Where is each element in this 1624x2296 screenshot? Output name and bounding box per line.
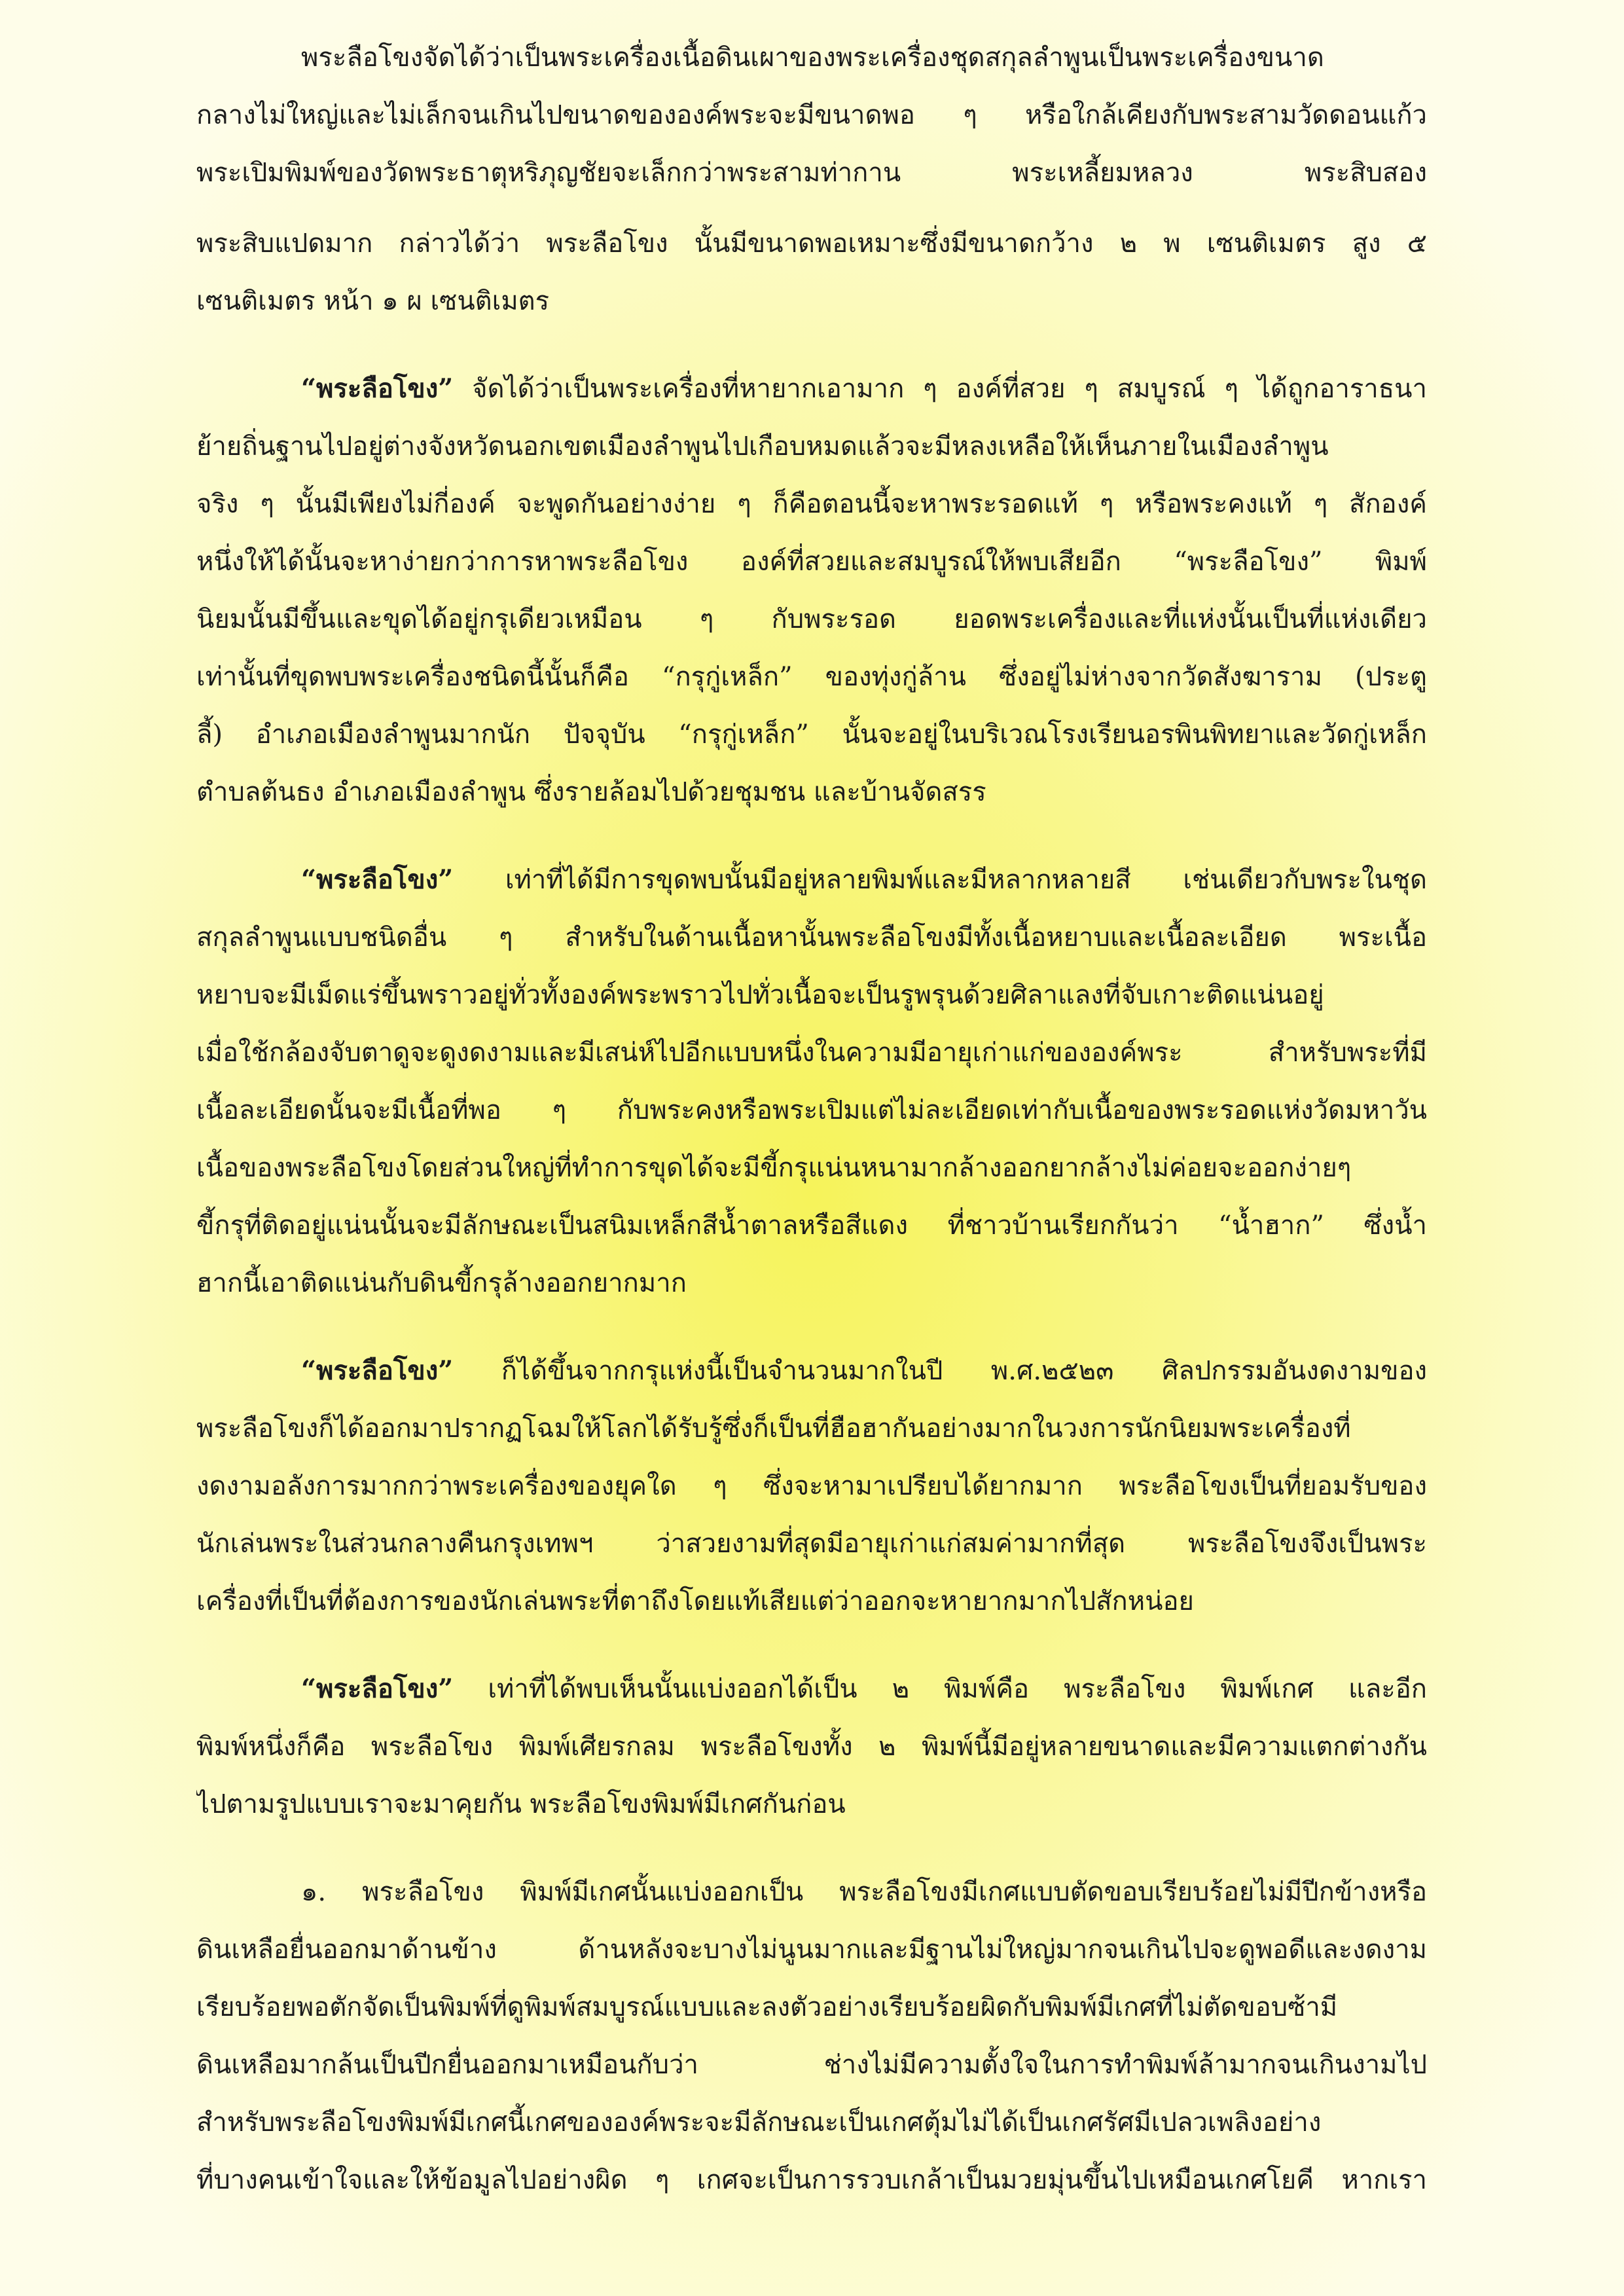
text-line: ดินเหลือมากล้นเป็นปีกยื่นออกมาเหมือนกับว่า ช่างไม่มีความตั้งใจในการทำพิมพ์ล้ามากจนเกินงามไป: [196, 2050, 1427, 2080]
text-line: สกุลลำพูนแบบชนิดอื่น ๆ สำหรับในด้านเนื้อหานั้นพระลือโขงมีทั้งเนื้อหยาบและเนื้อละเอียด พระเนื้อ: [196, 922, 1427, 953]
text-line: พระเปิมพิมพ์ของวัดพระธาตุหริภุญชัยจะเล็กกว่าพระสามท่ากาน พระเหลี้ยมหลวง พระสิบสอง: [196, 158, 1427, 188]
text-line: เซนติเมตร หน้า ๑ ผ เซนติเมตร: [196, 286, 550, 316]
text-line: พระสิบแปดมาก กล่าวได้ว่า พระลือโขง นั้นมีขนาดพอเหมาะซึ่งมีขนาดกว้าง ๒ พ เซนติเมตร สูง ๕: [196, 228, 1427, 259]
paragraph-types: [196, 1660, 1427, 1833]
text-line: “พระลือโขง” ก็ได้ขึ้นจากกรุแห่งนี้เป็นจำนวนมากในปี พ.ศ.๒๕๒๓ ศิลปกรรมอันงดงามของ: [301, 1355, 1427, 1386]
bold-lead: “พระลือโขง”: [301, 864, 454, 895]
text-line: กลางไม่ใหญ่และไม่เล็กจนเกินไปขนาดขององค์พระจะมีขนาดพอ ๆ หรือใกล้เคียงกับพระสามวัดดอนแก้ว: [196, 100, 1427, 130]
text-line: ลี้) อำเภอเมืองลำพูนมากนัก ปัจจุบัน “กรุกู่เหล็ก” นั้นจะอยู่ในบริเวณโรงเรียนอรพินพิทยาและวัดกู่เหล็ก: [196, 720, 1427, 750]
text-line: จริง ๆ นั้นมีเพียงไม่กี่องค์ จะพูดกันอย่างง่าย ๆ ก็คือตอนนี้จะหาพระรอดแท้ ๆ หรือพระคงแท้ ๆ สักองค์: [196, 489, 1427, 519]
text-line: ดินเหลือยื่นออกมาด้านข้าง ด้านหลังจะบางไม่นูนมากและมีฐานไม่ใหญ่มากจนเกินไปจะดูพอดีและงดงาม: [196, 1935, 1427, 1965]
text-line: หยาบจะมีเม็ดแร่ขึ้นพราวอยู่ทั่วทั้งองค์พระพราวไปทั่วเนื้อจะเป็นรูพรุนด้วยศิลาแลงที่จับเกาะติดแน่นอยู่: [196, 980, 1324, 1010]
paragraph-history: [196, 1342, 1427, 1630]
bold-lead: “พระลือโขง”: [301, 1673, 454, 1704]
text-line: “พระลือโขง” จัดได้ว่าเป็นพระเครื่องที่หายากเอามาก ๆ องค์ที่สวย ๆ สมบูรณ์ ๆ ได้ถูกอาราธนา: [301, 373, 1427, 404]
text-line: นิยมนั้นมีขึ้นและขุดได้อยู่กรุเดียวเหมือน ๆ กับพระรอด ยอดพระเครื่องและที่แห่งนั้นเป็นที่แห่งเดียว: [196, 604, 1427, 634]
paragraph-material: [196, 851, 1427, 1312]
bold-lead: “พระลือโขง”: [301, 373, 454, 404]
text-line: สำหรับพระลือโขงพิมพ์มีเกศนี้เกศขององค์พระจะมีลักษณะเป็นเกศตุ้มไม่ได้เป็นเกศรัศมีเปลวเพลิงอย่าง: [196, 2107, 1322, 2138]
text-line: “พระลือโขง” เท่าที่ได้พบเห็นนั้นแบ่งออกได้เป็น ๒ พิมพ์คือ พระลือโขง พิมพ์เกศ และอีก: [301, 1673, 1427, 1704]
text-line: “พระลือโขง” เท่าที่ได้มีการขุดพบนั้นมีอยู่หลายพิมพ์และมีหลากหลายสี เช่นเดียวกับพระในชุด: [301, 864, 1427, 895]
text-line: ไปตามรูปแบบเราจะมาคุยกัน พระลือโขงพิมพ์มีเกศกันก่อน: [196, 1789, 846, 1819]
document-page: [196, 29, 1427, 2239]
text-line: ย้ายถิ่นฐานไปอยู่ต่างจังหวัดนอกเขตเมืองลำพูนไปเกือบหมดแล้วจะมีหลงเหลือให้เห็นภายในเมืองลำพูน: [196, 431, 1329, 462]
text-line: นักเล่นพระในส่วนกลางคืนกรุงเทพฯ ว่าสวยงามที่สุดมีอายุเก่าแก่สมค่ามากที่สุด พระลือโขงจึงเป็นพระ: [196, 1529, 1427, 1559]
text-line: เท่านั้นที่ขุดพบพระเครื่องชนิดนี้นั้นก็คือ “กรุกู่เหล็ก” ของทุ่งกู่ล้าน ซึ่งอยู่ไม่ห่างจากวัดสังฆาราม (ประตู: [196, 662, 1427, 692]
text-line: ฮากนี้เอาติดแน่นกับดินขี้กรุล้างออกยากมาก: [196, 1268, 687, 1298]
text-line: ขี้กรุที่ติดอยู่แน่นนั้นจะมีลักษณะเป็นสนิมเหล็กสีน้ำตาลหรือสีแดง ที่ชาวบ้านเรียกกันว่า “น้ำฮาก” ซึ่งน้ำ: [196, 1211, 1427, 1241]
text-line: เรียบร้อยพอตักจัดเป็นพิมพ์ที่ดูพิมพ์สมบูรณ์แบบและลงตัวอย่างเรียบร้อยผิดกับพิมพ์มีเกศที่ไม่ตัดขอบซ้ามี: [196, 1992, 1338, 2022]
text-line: เนื้อละเอียดนั้นจะมีเนื้อที่พอ ๆ กับพระคงหรือพระเปิมแต่ไม่ละเอียดเท่ากับเนื้อของพระรอดแห่งวัดมหาวัน: [196, 1095, 1427, 1125]
text-line: พิมพ์หนึ่งก็คือ พระลือโขง พิมพ์เศียรกลม พระลือโขงทั้ง ๒ พิมพ์นี้มีอยู่หลายขนาดและมีความแตกต่างกัน: [196, 1732, 1427, 1762]
text-line: ที่บางคนเข้าใจและให้ข้อมูลไปอย่างผิด ๆ เกศจะเป็นการรวบเกล้าเป็นมวยมุ่นขึ้นไปเหมือนเกศโยคี หากเรา: [196, 2165, 1427, 2195]
text-line: พระลือโขงก็ได้ออกมาปรากฏโฉมให้โลกได้รับรู้ซึ่งก็เป็นที่ฮือฮากันอย่างมากในวงการนักนิยมพระเครื่องที่: [196, 1413, 1351, 1444]
paragraph-type-one: [196, 1863, 1427, 2209]
text-line: ตำบลต้นธง อำเภอเมืองลำพูน ซึ่งรายล้อมไปด้วยชุมชน และบ้านจัดสรร: [196, 777, 986, 807]
paragraph-size: [196, 215, 1427, 330]
bold-lead: “พระลือโขง”: [301, 1355, 454, 1386]
text-line: เนื้อของพระลือโขงโดยส่วนใหญ่ที่ทำการขุดได้จะมีขี้กรุแน่นหนามากล้างออกยากล้างไม่ค่อยจะออกง่ายๆ: [196, 1153, 1352, 1183]
text-line: พระลือโขงจัดได้ว่าเป็นพระเครื่องเนื้อดินเผาของพระเครื่องชุดสกุลลำพูนเป็นพระเครื่องขนาด: [301, 43, 1324, 73]
text-line: เมื่อใช้กล้องจับตาดูจะดูงดงามและมีเสน่ห์ไปอีกแบบหนึ่งในความมีอายุเก่าแก่ขององค์พระ สำหรับพระที่มี: [196, 1038, 1427, 1068]
paragraph-intro: [196, 29, 1427, 202]
text-line: หนึ่งให้ได้นั้นจะหาง่ายกว่าการหาพระลือโขง องค์ที่สวยและสมบูรณ์ให้พบเสียอีก “พระลือโขง” พิมพ์: [196, 547, 1427, 577]
text-line: งดงามอลังการมากกว่าพระเครื่องของยุคใด ๆ ซึ่งจะหามาเปรียบได้ยากมาก พระลือโขงเป็นที่ยอมรับของ: [196, 1471, 1427, 1501]
text-line: เครื่องที่เป็นที่ต้องการของนักเล่นพระที่ตาถึงโดยแท้เสียแต่ว่าออกจะหายากมากไปสักหน่อย: [196, 1586, 1194, 1616]
text-line: ๑. พระลือโขง พิมพ์มีเกศนั้นแบ่งออกเป็น พระลือโขงมีเกศแบบตัดขอบเรียบร้อยไม่มีปีกข้างหรือ: [301, 1877, 1427, 1907]
paragraph-rarity: [196, 360, 1427, 821]
